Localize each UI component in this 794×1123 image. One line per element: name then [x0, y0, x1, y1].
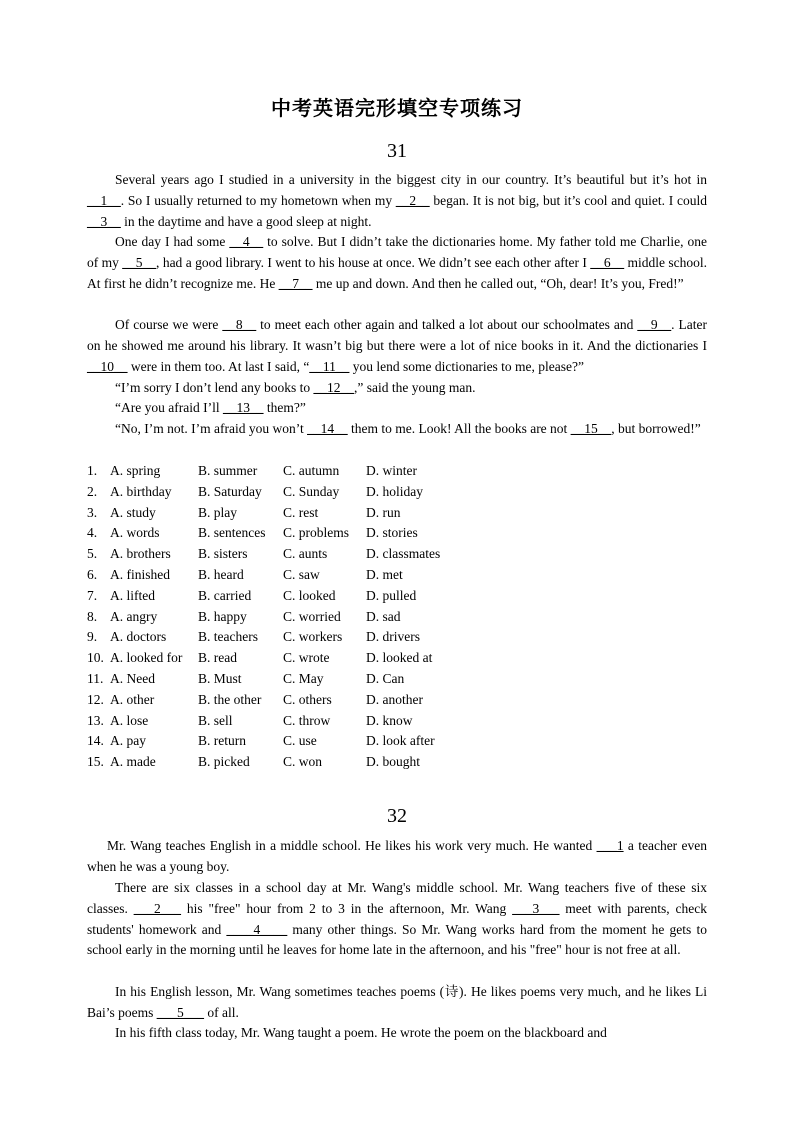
option-c: C. rest	[283, 504, 319, 520]
question-number: 14.	[87, 733, 104, 749]
passage-31-paragraph-1: Several years ago I studied in a university in the biggest city in our country. It’s beautiful but it’s hot in __1__. So I usually returned to my hometown when my __2__ began. It is not big, but it’s cool and quiet. I could __3__ in the daytime and have a good sleep at night.	[87, 172, 707, 229]
passage-31-paragraph-2: One day I had some __4__ to solve. But I didn’t take the dictionaries home. My father told me Charlie, one of my __5__, had a good library. I went to his house at once. We didn’t see each other after I __6__ middle school. At first he didn’t recognize me. He __7__ me up and down. And then he called out, “Oh, dear! It’s you, Fred!”	[87, 234, 707, 291]
option-b: B. play	[198, 504, 237, 520]
option-d: D. another	[366, 691, 423, 707]
option-c: C. won	[283, 754, 323, 770]
option-b: B. sentences	[198, 525, 266, 541]
question-number: 8.	[87, 608, 98, 624]
option-c: C. throw	[283, 712, 331, 728]
option-row	[87, 461, 707, 482]
option-row	[87, 544, 707, 565]
option-d: D. run	[366, 504, 401, 520]
option-row	[87, 711, 707, 732]
option-a: A. brothers	[110, 546, 171, 562]
option-b: B. heard	[198, 566, 244, 582]
option-row	[87, 586, 707, 607]
option-a: A. lifted	[110, 587, 155, 603]
passage-31-paragraph-3: Of course we were __8__ to meet each other again and talked a lot about our schoolmates and __9__. Later on he showed me around his library. It wasn’t big but there were a lot of nice books in it. And the dictionaries I __10__ were in them too. At last I said, “__11__ you lend some dictionaries to me, please?”	[87, 317, 707, 374]
passage-32-paragraph-4: In his fifth class today, Mr. Wang taught a poem. He wrote the poem on the blackboard and	[115, 1025, 607, 1040]
option-a: A. Need	[110, 670, 155, 686]
option-d: D. drivers	[366, 629, 420, 645]
blank-8: __8__	[222, 317, 257, 332]
option-a: A. made	[110, 754, 156, 770]
option-c: C. aunts	[283, 546, 328, 562]
option-b: B. the other	[198, 691, 262, 707]
option-c: C. May	[283, 670, 324, 686]
passage-32-paragraph-2: There are six classes in a school day at Mr. Wang's middle school. Mr. Wang teachers five of these six classes. ___2___ his "free" hour from 2 to 3 in the afternoon, Mr. Wang ___3___ meet with parents, check students' homework and ____4____ many other things. So Mr. Wang works hard from the moment he gets to school early in the morning until he leaves for home late in the afternoon, and his "free" hour is not free at all.	[87, 880, 707, 958]
blank-32-5: ___5___	[156, 1004, 204, 1020]
option-c: C. looked	[283, 587, 336, 603]
question-number: 13.	[87, 712, 104, 728]
blank-5: __5__	[122, 254, 157, 270]
option-a: A. lose	[110, 712, 149, 728]
option-b: B. picked	[198, 754, 250, 770]
option-b: B. carried	[198, 587, 252, 603]
option-d: D. holiday	[366, 483, 423, 499]
option-c: C. autumn	[283, 463, 340, 478]
option-a: A. looked for	[110, 650, 183, 666]
blank-11: __11__	[309, 358, 350, 374]
option-c: C. Sunday	[283, 483, 340, 499]
blank-12: __12__	[313, 380, 354, 395]
question-number: 1.	[87, 463, 98, 478]
blank-32-3: ___3___	[512, 900, 560, 916]
blank-1: __1__	[87, 192, 121, 208]
blank-2: __2__	[395, 192, 430, 208]
option-d: D. bought	[366, 754, 420, 770]
option-d: D. pulled	[366, 587, 417, 603]
option-c: C. use	[283, 733, 317, 749]
blank-15: __15__	[570, 421, 612, 436]
option-b: B. summer	[198, 463, 258, 478]
option-d: D. sad	[366, 608, 401, 624]
option-b: B. happy	[198, 608, 247, 624]
option-a: A. birthday	[110, 483, 172, 499]
blank-13: __13__	[222, 400, 264, 415]
option-d: D. know	[366, 712, 413, 728]
option-row	[87, 648, 707, 669]
question-number: 7.	[87, 587, 98, 603]
question-number: 4.	[87, 525, 98, 541]
question-number: 15.	[87, 754, 104, 770]
passage-31-paragraph-6: “No, I’m not. I’m afraid you won’t __14__ them to me. Look! All the books are not __15__, but borrowed!”	[115, 421, 701, 436]
option-d: D. met	[366, 566, 403, 582]
option-row	[87, 565, 707, 586]
option-a: A. doctors	[110, 629, 167, 645]
option-d: D. looked at	[366, 650, 433, 666]
option-row	[87, 690, 707, 711]
blank-9: __9__	[637, 317, 672, 332]
question-number: 6.	[87, 566, 98, 582]
option-row	[87, 731, 707, 752]
blank-6: __6__	[590, 254, 625, 270]
option-c: C. problems	[283, 525, 349, 541]
option-row	[87, 503, 707, 524]
option-d: D. winter	[366, 463, 417, 478]
question-number: 5.	[87, 546, 98, 562]
page-title: 中考英语完形填空专项练习	[271, 96, 523, 120]
option-b: B. teachers	[198, 629, 258, 645]
option-a: A. finished	[110, 566, 170, 582]
option-d: D. look after	[366, 733, 435, 749]
passage-31-paragraph-5: “Are you afraid I’ll __13__ them?”	[115, 400, 306, 415]
option-d: D. classmates	[366, 546, 441, 562]
option-a: A. study	[110, 504, 156, 520]
option-row	[87, 752, 707, 773]
option-a: A. angry	[110, 608, 158, 624]
section-number-31: 31	[387, 140, 407, 162]
option-c: C. saw	[283, 566, 320, 582]
passage-32-paragraph-1: Mr. Wang teaches English in a middle school. He likes his work very much. He wanted ___1 a teacher even when he was a young boy.	[87, 838, 707, 874]
blank-10: __10__	[87, 358, 128, 374]
blank-32-2: ___2___	[133, 900, 181, 916]
blank-32-1: ___1	[596, 838, 624, 853]
section-number-32: 32	[387, 805, 407, 827]
option-c: C. worried	[283, 608, 341, 624]
option-c: C. workers	[283, 629, 343, 645]
question-number: 2.	[87, 483, 98, 499]
option-row	[87, 523, 707, 544]
question-number: 11.	[87, 670, 104, 686]
blank-4: __4__	[229, 234, 264, 249]
option-b: B. sell	[198, 712, 233, 728]
option-b: B. sisters	[198, 546, 248, 562]
blank-14: __14__	[307, 421, 348, 436]
option-a: A. pay	[110, 733, 146, 749]
question-number: 12.	[87, 691, 104, 707]
option-c: C. wrote	[283, 650, 330, 666]
passage-32-paragraph-3: In his English lesson, Mr. Wang sometimes teaches poems (诗). He likes poems very much, and he likes Li Bai’s poems ___5___ of all.	[87, 984, 707, 1020]
option-row	[87, 669, 707, 690]
option-a: A. other	[110, 691, 155, 707]
blank-32-4: ____4____	[226, 921, 288, 937]
option-b: B. read	[198, 650, 237, 666]
option-b: B. Must	[198, 670, 242, 686]
question-number: 10.	[87, 650, 104, 666]
passage-31-paragraph-4: “I’m sorry I don’t lend any books to __12__,” said the young man.	[115, 380, 476, 395]
option-row	[87, 482, 707, 503]
question-number: 3.	[87, 504, 98, 520]
option-b: B. return	[198, 733, 246, 749]
option-d: D. Can	[366, 670, 405, 686]
option-a: A. spring	[110, 463, 161, 478]
option-b: B. Saturday	[198, 483, 262, 499]
option-c: C. others	[283, 691, 332, 707]
blank-3: __3__	[87, 213, 121, 229]
option-row	[87, 607, 707, 628]
answer-options-31	[87, 461, 707, 773]
blank-7: __7__	[278, 275, 313, 291]
option-d: D. stories	[366, 525, 418, 541]
option-a: A. words	[110, 525, 160, 541]
question-number: 9.	[87, 629, 98, 645]
option-row	[87, 627, 707, 648]
